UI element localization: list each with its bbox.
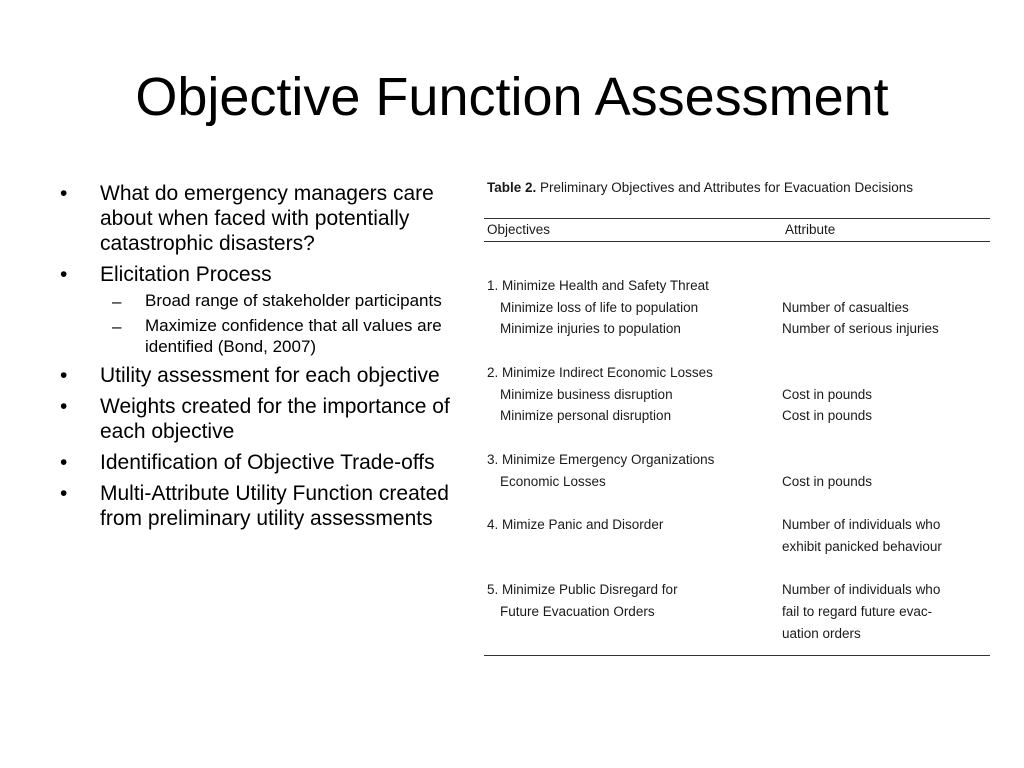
table-caption <box>484 175 990 201</box>
objectives-table <box>484 175 990 645</box>
bullet-marker: • <box>60 451 68 474</box>
table-caption-label: Table 2. <box>487 180 537 195</box>
table-row <box>484 514 990 536</box>
bullet-item <box>60 262 460 287</box>
attribute-cell: Cost in pounds <box>782 386 873 402</box>
attribute-cell <box>782 275 990 297</box>
objective-cell: Economic Losses <box>500 473 606 489</box>
objective-cell: 3. Minimize Emergency Organizations <box>487 451 715 467</box>
bullet-text: What do emergency managers care about when faced with potentially catastrophic disasters? <box>100 182 434 255</box>
table-row <box>484 536 990 558</box>
bullet-text: Elicitation Process <box>100 263 272 286</box>
attribute-cell <box>782 362 990 384</box>
table-row <box>484 297 990 319</box>
bullet-marker: • <box>60 482 68 505</box>
attribute-cell <box>782 449 990 471</box>
objective-cell <box>484 623 782 645</box>
attribute-cell: fail to regard future evac- <box>782 604 933 619</box>
table-row <box>484 405 990 427</box>
attribute-cell: Number of casualties <box>782 299 909 315</box>
bullet-item <box>60 450 460 475</box>
sub-bullet-marker: – <box>112 317 122 336</box>
sub-bullet-marker: – <box>112 292 122 311</box>
sub-bullet-text: Broad range of stakeholder participants <box>145 291 442 310</box>
table-row <box>484 471 990 493</box>
bullet-text: Utility assessment for each objective <box>100 364 440 387</box>
table-row <box>484 601 990 623</box>
objective-cell: 2. Minimize Indirect Economic Losses <box>487 364 713 380</box>
table-caption-text: Preliminary Objectives and Attributes for Evacuation Decisions <box>540 180 913 195</box>
slide-title: Objective Function Assessment <box>135 67 889 127</box>
table-header-row <box>484 219 990 241</box>
bullet-marker: • <box>60 263 68 286</box>
table-row <box>484 362 990 384</box>
attribute-cell: Cost in pounds <box>782 473 873 489</box>
table-row <box>484 384 990 406</box>
bullet-item <box>60 394 460 444</box>
attribute-cell: Number of individuals who <box>782 582 941 598</box>
objective-cell: 5. Minimize Public Disregard for <box>487 582 678 598</box>
bullet-item <box>60 363 460 388</box>
objective-cell: Minimize personal disruption <box>500 408 672 424</box>
header-attribute: Attribute <box>785 222 836 237</box>
table-bottom-rule <box>484 655 990 656</box>
attribute-cell: Number of serious injuries <box>782 321 939 337</box>
bullet-marker: • <box>60 364 68 387</box>
table-body <box>484 242 990 645</box>
bullet-text: Weights created for the importance of each objective <box>100 395 450 443</box>
attribute-cell: Number of individuals who <box>782 517 941 532</box>
objective-cell <box>484 536 782 558</box>
objective-cell: 4. Mimize Panic and Disorder <box>487 517 664 532</box>
table-row <box>484 579 990 601</box>
table-row <box>484 449 990 471</box>
bullet-text: Identification of Objective Trade-offs <box>100 451 435 474</box>
bullet-text: Multi-Attribute Utility Function created from preliminary utility assessments <box>100 482 449 530</box>
bullet-item <box>60 181 460 256</box>
sub-bullet-text: Maximize confidence that all values are identified (Bond, 2007) <box>145 316 442 356</box>
objective-cell: Minimize injuries to population <box>500 321 681 337</box>
objective-cell: Minimize business disruption <box>500 386 673 402</box>
sub-bullet-item <box>112 316 460 357</box>
attribute-cell: uation orders <box>782 625 861 641</box>
objective-cell: Minimize loss of life to population <box>500 299 699 315</box>
table-row <box>484 318 990 340</box>
table-row <box>484 275 990 297</box>
objective-cell: 1. Minimize Health and Safety Threat <box>487 277 709 293</box>
attribute-cell: Cost in pounds <box>782 408 873 424</box>
sub-bullet-item <box>112 291 460 312</box>
header-objectives: Objectives <box>487 222 551 237</box>
objective-cell: Future Evacuation Orders <box>500 604 655 619</box>
table-row <box>484 623 990 645</box>
bullet-marker: • <box>60 395 68 418</box>
bullet-list <box>60 181 460 537</box>
attribute-cell: exhibit panicked behaviour <box>782 538 942 554</box>
bullet-marker: • <box>60 182 68 205</box>
bullet-item <box>60 481 460 531</box>
